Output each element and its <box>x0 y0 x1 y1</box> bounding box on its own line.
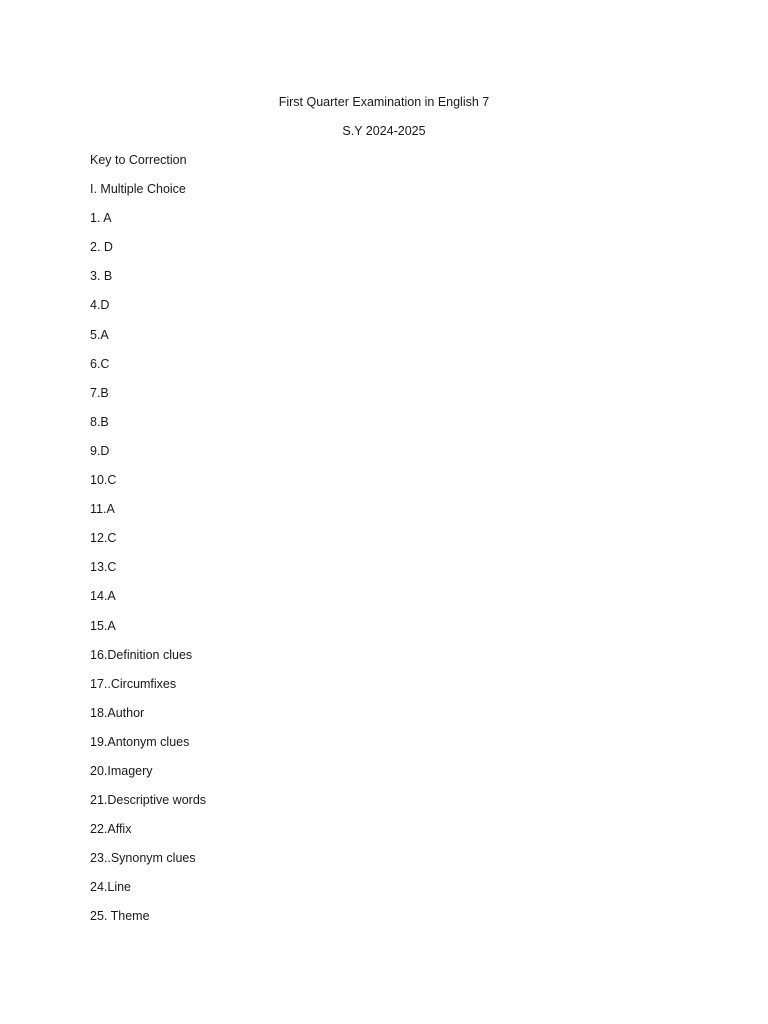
key-label: Key to Correction <box>90 153 187 167</box>
document-title: First Quarter Examination in English 7 <box>278 95 490 109</box>
answer-item: 6.C <box>90 356 110 371</box>
answer-key-block <box>90 152 690 938</box>
answer-item: 22.Affix <box>90 822 132 837</box>
section-label: I. Multiple Choice <box>90 182 186 197</box>
answer-item: 10.C <box>90 473 117 488</box>
school-year: S.Y 2024-2025 <box>342 124 426 138</box>
answer-item: 15.A <box>90 618 116 633</box>
answer-item: 2. D <box>90 240 113 255</box>
answer-item: 24.Line <box>90 880 132 895</box>
answer-item: 16.Definition clues <box>90 647 193 662</box>
answer-item: 14.A <box>90 589 116 604</box>
answer-item: 9.D <box>90 443 110 458</box>
answer-item: 18.Author <box>90 705 145 720</box>
answer-item: 1. A <box>90 211 112 226</box>
answer-item: 25. Theme <box>90 909 150 924</box>
answer-item: 21.Descriptive words <box>90 793 207 808</box>
answer-item: 20.Imagery <box>90 763 153 778</box>
answer-item: 11.A <box>90 502 115 517</box>
answer-item: 4.D <box>90 298 110 313</box>
answer-item: 17..Circumfixes <box>90 676 177 691</box>
answer-item: 7.B <box>90 385 109 400</box>
answer-item: 3. B <box>90 269 113 284</box>
answer-item: 23..Synonym clues <box>90 851 196 866</box>
answer-list <box>90 210 690 937</box>
answer-item: 19.Antonym clues <box>90 734 190 749</box>
answer-item: 8.B <box>90 414 109 429</box>
answer-item: 5.A <box>90 327 109 342</box>
answer-item: 13.C <box>90 560 117 575</box>
answer-item: 12.C <box>90 531 117 546</box>
